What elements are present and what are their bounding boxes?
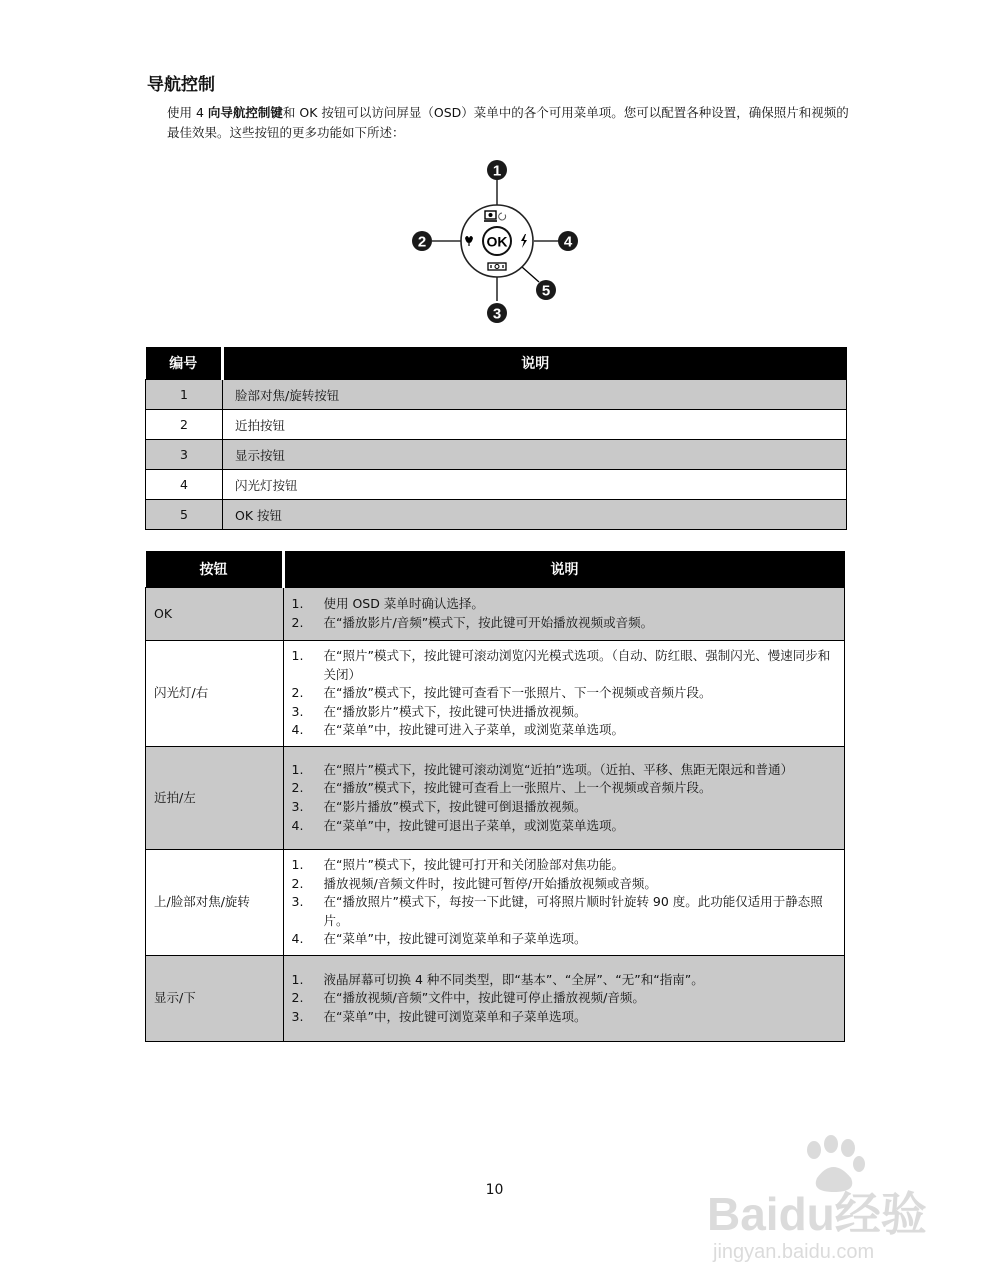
table-row <box>146 440 847 470</box>
intro-bold: 向导航控制键 <box>207 105 283 120</box>
table-row <box>146 641 845 747</box>
callout-3 <box>487 303 507 323</box>
row-number: 1 <box>146 380 223 410</box>
list-item: 1. 液晶屏幕可切换 4 种不同类型，即“基本”、“全屏”、“无”和“指南”。 <box>291 971 704 987</box>
row-description: OK 按钮 <box>223 500 847 530</box>
list-item: 3. 在“菜单”中，按此键可浏览菜单和子菜单选项。 <box>291 1008 587 1024</box>
list-item: 4. 在“菜单”中，按此键可浏览菜单和子菜单选项。 <box>291 931 587 947</box>
table-row <box>146 955 845 1041</box>
row-description: 显示按钮 <box>223 440 847 470</box>
list-item: 2. 在“播放”模式下，按此键可查看下一张照片、下一个视频或音频片段。 <box>291 685 712 701</box>
row-number: 3 <box>146 440 223 470</box>
header-button: 按钮 <box>146 551 284 588</box>
list-item: 4. 在“菜单”中，按此键可进入子菜单，或浏览菜单选项。 <box>291 722 624 738</box>
callout-4 <box>558 231 578 251</box>
list-item: 3. 在“影片播放”模式下，按此键可倒退播放视频。 <box>291 798 587 814</box>
list-item: 2. 播放视频/音频文件时，按此键可暂停/开始播放视频或音频。 <box>291 875 657 891</box>
header-description: 说明 <box>223 347 847 380</box>
function-list <box>284 755 845 841</box>
row-description: 闪光灯按钮 <box>223 470 847 500</box>
list-item: 2. 在“播放”模式下，按此键可查看上一张照片、上一个视频或音频片段。 <box>291 780 712 796</box>
button-description <box>283 588 845 641</box>
row-number: 5 <box>146 500 223 530</box>
watermark-brand: Baidu经验 <box>707 1188 927 1240</box>
baidu-watermark-logo <box>699 1130 939 1265</box>
svg-text:3: 3 <box>492 305 502 323</box>
row-number: 2 <box>146 410 223 440</box>
intro-pre: 使用 4 <box>167 105 208 120</box>
list-item: 3. 在“播放照片”模式下，每按一下此键，可将照片顺时针旋转 90 度。此功能仅适用于静态照片。 <box>291 894 823 928</box>
svg-text:2: 2 <box>417 233 427 251</box>
function-list <box>284 965 845 1033</box>
table-row <box>146 500 847 530</box>
button-name: 上/脸部对焦/旋转 <box>146 849 284 955</box>
intro-paragraph <box>167 103 857 143</box>
row-number: 4 <box>146 470 223 500</box>
paw-icon <box>807 1135 865 1192</box>
table-row <box>146 746 845 849</box>
number-legend-table <box>145 347 847 530</box>
table-row <box>146 849 845 955</box>
ok-label: OK <box>486 233 508 250</box>
list-item: 2. 在“播放影片/音频”模式下，按此键可开始播放视频或音频。 <box>291 615 654 630</box>
list-item: 1. 在“照片”模式下，按此键可滚动浏览“近拍”选项。（近拍、平移、焦距无限远和普通） <box>291 761 794 777</box>
table-row <box>146 380 847 410</box>
button-name: 近拍/左 <box>146 746 284 849</box>
function-list <box>284 641 845 746</box>
button-description <box>283 955 845 1041</box>
row-description: 脸部对焦/旋转按钮 <box>223 380 847 410</box>
list-item: 1. 使用 OSD 菜单时确认选择。 <box>291 596 484 612</box>
svg-text:5: 5 <box>541 282 551 300</box>
callout-1 <box>487 160 507 180</box>
button-description <box>283 746 845 849</box>
row-description: 近拍按钮 <box>223 410 847 440</box>
page-title: 导航控制 <box>147 75 215 95</box>
table-header-row <box>146 551 845 588</box>
table-row <box>146 470 847 500</box>
callout-5 <box>536 280 556 300</box>
list-item: 2. 在“播放视频/音频”文件中，按此键可停止播放视频/音频。 <box>291 990 645 1006</box>
watermark-url: jingyan.baidu.com <box>713 1241 875 1263</box>
button-description <box>283 849 845 955</box>
button-name: 显示/下 <box>146 955 284 1041</box>
button-name: 闪光灯/右 <box>146 641 284 747</box>
navigation-pad-diagram <box>405 158 590 326</box>
table-row <box>146 588 845 641</box>
function-list <box>284 850 845 955</box>
button-name: OK <box>146 588 284 641</box>
header-description: 说明 <box>283 551 845 588</box>
page-number: 10 <box>485 1182 504 1198</box>
callout-2 <box>412 231 432 251</box>
table-header-row <box>146 347 847 380</box>
intro-post: 和 OK 按钮可以访问屏显（OSD）菜单中的各个可用菜单项。您可以配置各种设置，确保照片和视频的最佳效果。这些按钮的更多功能如下所述： <box>167 105 849 140</box>
list-item: 3. 在“播放影片”模式下，按此键可快进播放视频。 <box>291 703 587 719</box>
list-item: 4. 在“菜单”中，按此键可退出子菜单，或浏览菜单选项。 <box>291 817 624 833</box>
svg-text:4: 4 <box>563 233 573 251</box>
list-item: 1. 在“照片”模式下，按此键可打开和关闭脸部对焦功能。 <box>291 856 624 872</box>
header-number: 编号 <box>146 347 223 380</box>
button-function-table <box>145 551 845 1042</box>
function-list <box>284 589 845 638</box>
button-description <box>283 641 845 747</box>
svg-text:1: 1 <box>492 162 502 180</box>
table-row <box>146 410 847 440</box>
list-item: 1. 在“照片”模式下，按此键可滚动浏览闪光模式选项。（自动、防红眼、强制闪光、慢速同步和关闭） <box>291 648 831 682</box>
